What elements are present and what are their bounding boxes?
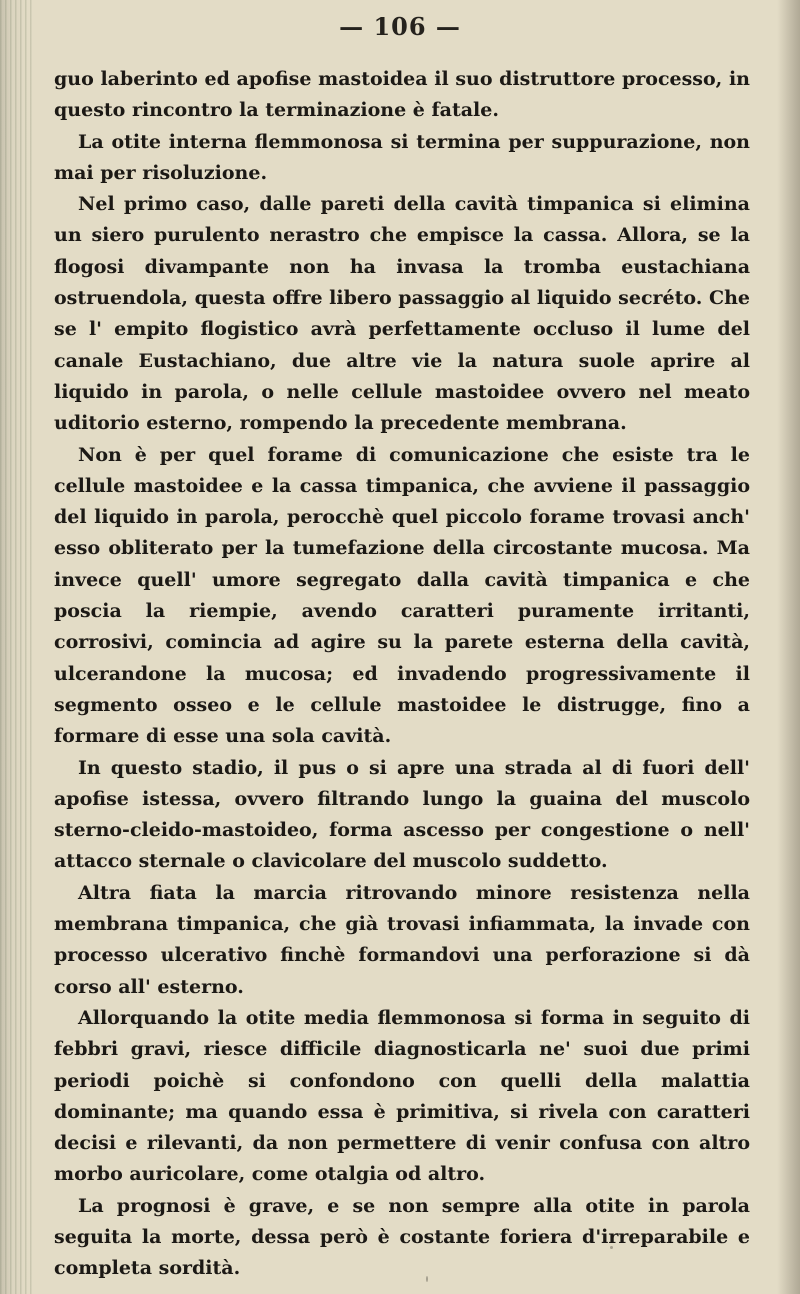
paragraph: Altra fiata la marcia ritrovando minore resistenza nella membrana timpanica, che già trovasi infiammata, la invade con processo ulcerativo finchè formandovi una perforazione si dà corso all' esterno. [54,881,750,998]
paragraph: Allorquando la otite media flemmonosa si forma in seguito di febbri gravi, riesce difficile diagnosticarla ne' suoi due primi periodi poichè si confondono con quelli della malattia dominante; ma quando essa è primitiva, si rivela con caratteri decisi e rilevanti, da non permettere di venir confusa con altro morbo auricolare, come otalgia od altro. [54,1006,750,1186]
page-edge-shadow [778,0,800,1294]
paragraph: guo laberinto ed apofise mastoidea il suo distruttore processo, in questo rincontro la terminazione è fatale. [54,68,750,122]
page-number: — 106 — [339,12,461,41]
binding-shadow [0,0,34,1294]
paragraph: In questo stadio, il pus o si apre una strada al di fuori dell' apofise istessa, ovvero filtrando lungo la guaina del muscolo sterno-cleido-mastoideo, forma ascesso per congestione o nell' attacco sternale o clavicolare del muscolo suddetto. [54,756,750,873]
paragraph: La otite interna flemmonosa si termina per suppurazione, non mai per risoluzione. [54,130,750,184]
paragraph: Nel primo caso, dalle pareti della cavità timpanica si elimina un siero purulento nerastro che empisce la cassa. Allora, se la flogosi divampante non ha invasa la tromba eustachiana ostruendola, questa offre libero passaggio al liquido secréto. Che se l' empito flogistico avrà perfettamente occluso il lume del canale Eustachiano, due altre vie la natura suole aprire al liquido in parola, o nelle cellule mastoidee ovvero nel meato uditorio esterno, rompendo la precedente membrana. [54,193,750,435]
paragraph: La prognosi è grave, e se non sempre alla otite in parola seguita la morte, dessa però è costante foriera d'irreparabile e completa sordità. [54,1194,750,1280]
paragraph: Non è per quel forame di comunicazione che esiste tra le cellule mastoidee e la cassa timpanica, che avviene il passaggio del liquido in parola, perocchè quel piccolo forame trovasi anch' esso obliterato per la tumefazione della circostante mucosa. Ma invece quell' umore segregato dalla cavità timpanica e che poscia la riempie, avendo caratteri puramente irritanti, corrosivi, comincia ad agire su la parete esterna della cavità, ulcerandone la mucosa; ed invadendo progressivamente il segmento osseo e le cellule mastoidee le distrugge, fino a formare di esse una sola cavità. [54,443,750,748]
body-text [54,64,750,1285]
